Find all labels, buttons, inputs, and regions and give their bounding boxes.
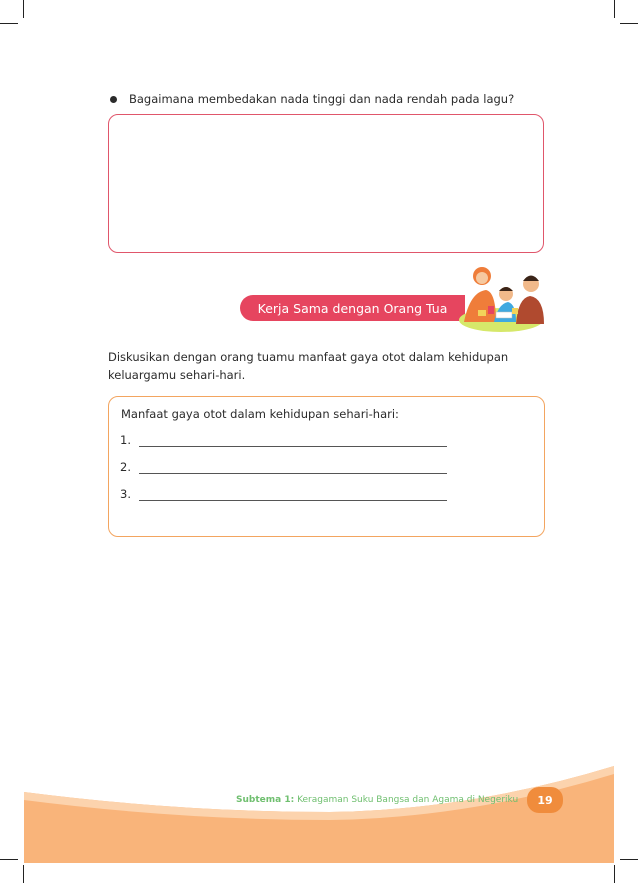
question-text: Bagaimana membedakan nada tinggi dan nada rendah pada lagu? (129, 92, 515, 106)
crop-mark (23, 0, 24, 18)
manfaat-title: Manfaat gaya otot dalam kehidupan sehari-hari: (121, 407, 399, 421)
list-item (120, 433, 447, 447)
item-number: 1. (120, 433, 131, 447)
footer-subtema (236, 795, 518, 805)
answer-line[interactable] (139, 490, 447, 501)
page-number: 19 (537, 793, 553, 807)
crop-mark (620, 23, 638, 24)
page-number-badge (527, 787, 563, 813)
list-item (120, 487, 447, 501)
list-item (120, 460, 447, 474)
activity-banner-label: Kerja Sama dengan Orang Tua (257, 300, 448, 316)
item-number: 2. (120, 460, 131, 474)
crop-mark (614, 0, 615, 18)
footer-subtema-label: Subtema 1: (236, 795, 295, 805)
question-line (110, 92, 514, 106)
answer-box[interactable] (108, 114, 544, 253)
manfaat-box (108, 396, 545, 537)
footer-wave (0, 760, 638, 883)
item-number: 3. (120, 487, 131, 501)
answer-line[interactable] (139, 436, 447, 447)
footer-subtema-title: Keragaman Suku Bangsa dan Agama di Negeriku (297, 795, 519, 805)
family-illustration-icon (456, 262, 546, 334)
crop-mark (0, 23, 18, 24)
activity-banner (240, 295, 465, 321)
answer-line[interactable] (139, 463, 447, 474)
instruction-text: Diskusikan dengan orang tuamu manfaat gaya otot dalam kehidupan keluargamu sehari-hari. (108, 350, 509, 382)
bullet-icon (110, 96, 117, 103)
